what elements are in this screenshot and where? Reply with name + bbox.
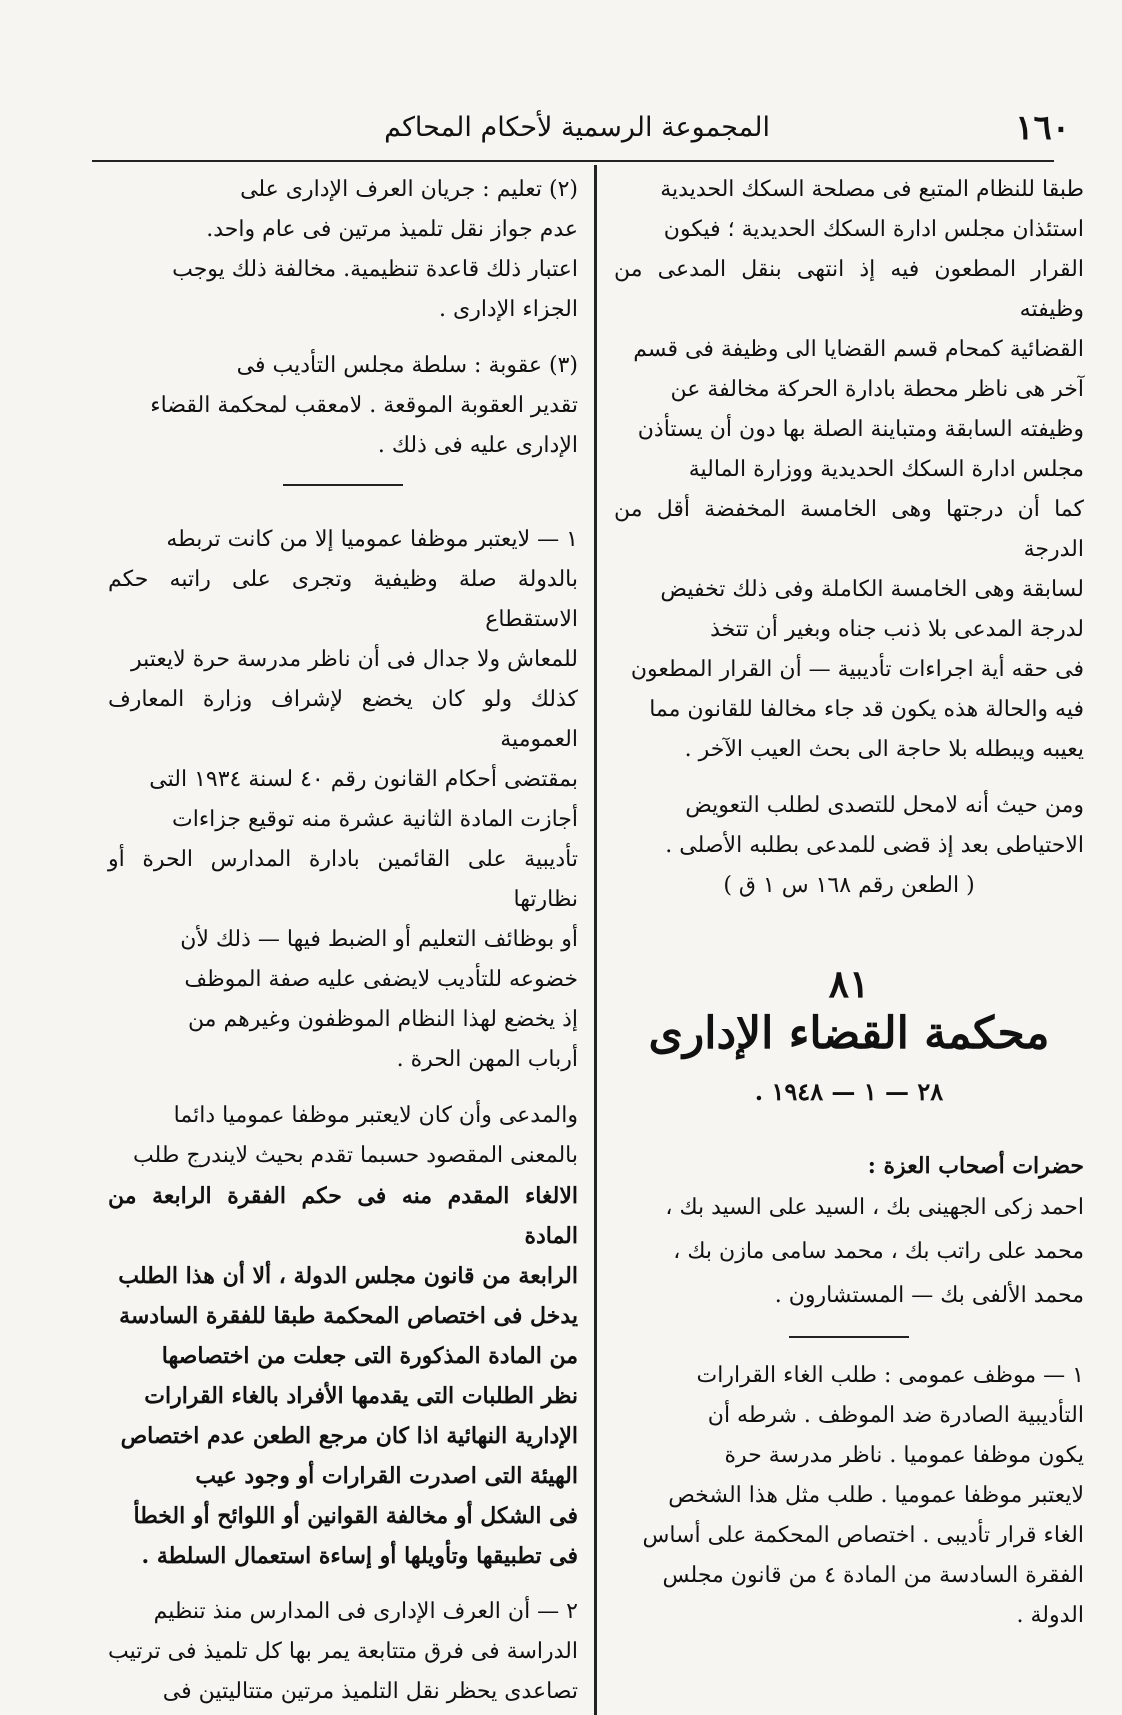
text-line: الفقرة السادسة من المادة ٤ من قانون مجلس	[662, 1563, 1084, 1588]
text-line: كذلك ولو كان يخضع لإشراف وزارة المعارف العمومية	[108, 687, 578, 752]
page-number: ١٦٠	[1015, 108, 1070, 148]
text-line: نظر الطلبات التى يقدمها الأفراد بالغاء القرارات	[144, 1383, 578, 1409]
text-line: القرار المطعون فيه إذ انتهى بنقل المدعى من وظيفته	[614, 257, 1084, 322]
text-line: الإدارى عليه فى ذلك .	[377, 433, 578, 458]
text-line: بالدولة صلة وظيفية وتجرى على راتبه حكم الاستقطاع	[108, 567, 578, 632]
text-line: والمدعى وأن كان لايعتبر موظفا عموميا دائما	[173, 1103, 578, 1128]
compensation-paragraph	[614, 786, 1084, 866]
text-line: الالغاء المقدم منه فى حكم الفقرة الرابعة من المادة	[108, 1183, 578, 1249]
text-line: ومن حيث أنه لامحل للتصدى لطلب التعويض	[685, 793, 1084, 818]
text-line: (٣) عقوبة : سلطة مجلس التأديب فى	[236, 353, 578, 378]
principle-1	[108, 520, 578, 1080]
text-line: الدراسة فى فرق متتابعة يمر بها كل تلميذ فى ترتيب	[107, 1639, 578, 1664]
principle-1-continued	[108, 1096, 578, 1576]
text-line: الدولة .	[1016, 1603, 1084, 1628]
text-line: القضائية كمحام قسم القضايا الى وظيفة فى قسم	[633, 337, 1084, 362]
appeal-citation: ( الطعن رقم ١٦٨ س ١ ق )	[723, 873, 975, 898]
section-divider	[283, 484, 403, 486]
text-line: يعيبه ويبطله بلا حاجة الى بحث العيب الآخر .	[684, 737, 1084, 762]
text-line: للمعاش ولا جدال فى أن ناظر مدرسة حرة لايعتبر	[131, 647, 578, 672]
text-line: الجزاء الإدارى .	[438, 297, 578, 322]
text-line: لدرجة المدعى بلا ذنب جناه وبغير أن تتخذ	[710, 617, 1084, 642]
text-line: أرباب المهن الحرة .	[396, 1047, 578, 1072]
text-line: ١ — موظف عمومى : طلب الغاء القرارات	[696, 1363, 1084, 1388]
text-line: فى حقه أية اجراءات تأديبية — أن القرار المطعون	[630, 657, 1084, 682]
right-column	[614, 170, 1084, 1636]
headnote-2	[108, 170, 578, 330]
headnote-summary	[614, 1356, 1084, 1636]
headnote-3	[108, 346, 578, 466]
column-divider	[594, 165, 597, 1715]
judge-line: محمد الألفى بك — المستشارون .	[774, 1283, 1084, 1308]
text-line: لايعتبر موظفا عموميا . طلب مثل هذا الشخص	[668, 1483, 1084, 1508]
case-number: ٨١	[828, 961, 870, 1006]
text-line: الهيئة التى اصدرت القرارات أو وجود عيب	[195, 1463, 578, 1489]
left-column	[108, 170, 578, 1712]
text-line: من المادة المذكورة التى جعلت من اختصاصها	[161, 1343, 578, 1369]
judges-list	[614, 1186, 1084, 1318]
text-line: تصاعدى يحظر نقل التلميذ مرتين متتاليتين فى	[162, 1679, 578, 1704]
continued-paragraph	[614, 170, 1084, 770]
text-line: فيه والحالة هذه يكون قد جاء مخالفا للقانون مما	[649, 697, 1084, 722]
principle-2	[108, 1592, 578, 1712]
text-line: فى الشكل أو مخالفة القوانين أو اللوائح أو الخطأ	[133, 1503, 578, 1529]
text-line: (٢) تعليم : جريان العرف الإدارى على	[240, 177, 578, 202]
text-line: كما أن درجتها وهى الخامسة المخفضة أقل من الدرجة	[614, 497, 1084, 562]
text-line: تأديبية على القائمين بادارة المدارس الحرة أو نظارتها	[108, 847, 578, 912]
text-line: أجازت المادة الثانية عشرة منه توقيع جزاءات	[172, 807, 578, 832]
text-line: التأديبية الصادرة ضد الموظف . شرطه أن	[707, 1403, 1084, 1428]
text-line: خضوعه للتأديب لايضفى عليه صفة الموظف	[184, 967, 578, 992]
court-title: محكمة القضاء الإدارى	[648, 1008, 1050, 1059]
text-line: يدخل فى اختصاص المحكمة طبقا للفقرة السادسة	[119, 1303, 578, 1329]
text-line: اعتبار ذلك قاعدة تنظيمية. مخالفة ذلك يوجب	[172, 257, 578, 282]
header-rule	[92, 160, 1054, 162]
text-line: استئذان مجلس ادارة السكك الحديدية ؛ فيكون	[663, 217, 1084, 242]
text-line: آخر هى ناظر محطة بادارة الحركة مخالفة عن	[670, 377, 1084, 402]
text-line: يكون موظفا عموميا . ناظر مدرسة حرة	[724, 1443, 1084, 1468]
text-line: الغاء قرار تأديبى . اختصاص المحكمة على أساس	[642, 1523, 1084, 1548]
text-line: أو بوظائف التعليم أو الضبط فيها — ذلك لأن	[180, 927, 578, 952]
text-line: طبقا للنظام المتبع فى مصلحة السكك الحديدية	[660, 177, 1084, 202]
page-header	[90, 100, 1070, 160]
judgment-date: ٢٨ — ١ — ١٩٤٨ .	[754, 1077, 944, 1106]
section-divider	[789, 1336, 909, 1338]
text-line: إذ يخضع لهذا النظام الموظفون وغيرهم من	[187, 1007, 578, 1032]
text-line: وظيفته السابقة ومتباينة الصلة بها دون أن يستأذن	[637, 417, 1084, 442]
text-line: الاحتياطى بعد إذ قضى للمدعى بطلبه الأصلى .	[665, 833, 1084, 858]
text-line: بالمعنى المقصود حسبما تقدم بحيث لايندرج طلب	[132, 1143, 578, 1168]
text-line: ١ — لايعتبر موظفا عموميا إلا من كانت تربطه	[166, 527, 578, 552]
text-line: تقدير العقوبة الموقعة . لامعقب لمحكمة القضاء	[150, 393, 578, 418]
judge-line: احمد زكى الجهينى بك ، السيد على السيد بك ،	[665, 1195, 1084, 1220]
text-line: الإدارية النهائية اذا كان مرجع الطعن عدم اختصاص	[120, 1423, 578, 1449]
text-line: لسابقة وهى الخامسة الكاملة وفى ذلك تخفيض	[660, 577, 1084, 602]
text-line: فى تطبيقها وتأويلها أو إساءة استعمال السلطة .	[141, 1543, 578, 1569]
text-line: بمقتضى أحكام القانون رقم ٤٠ لسنة ١٩٣٤ التى	[149, 767, 578, 792]
text-line: مجلس ادارة السكك الحديدية ووزارة المالية	[688, 457, 1084, 482]
text-line: الرابعة من قانون مجلس الدولة ، ألا أن هذا الطلب	[118, 1263, 578, 1289]
text-line: عدم جواز نقل تلميذ مرتين فى عام واحد.	[206, 217, 578, 242]
judges-intro: حضرات أصحاب العزة :	[867, 1153, 1084, 1179]
judge-line: محمد على راتب بك ، محمد سامى مازن بك ،	[673, 1239, 1084, 1264]
running-title: المجموعة الرسمية لأحكام المحاكم	[384, 112, 770, 143]
text-line: ٢ — أن العرف الإدارى فى المدارس منذ تنظيم	[153, 1599, 578, 1624]
